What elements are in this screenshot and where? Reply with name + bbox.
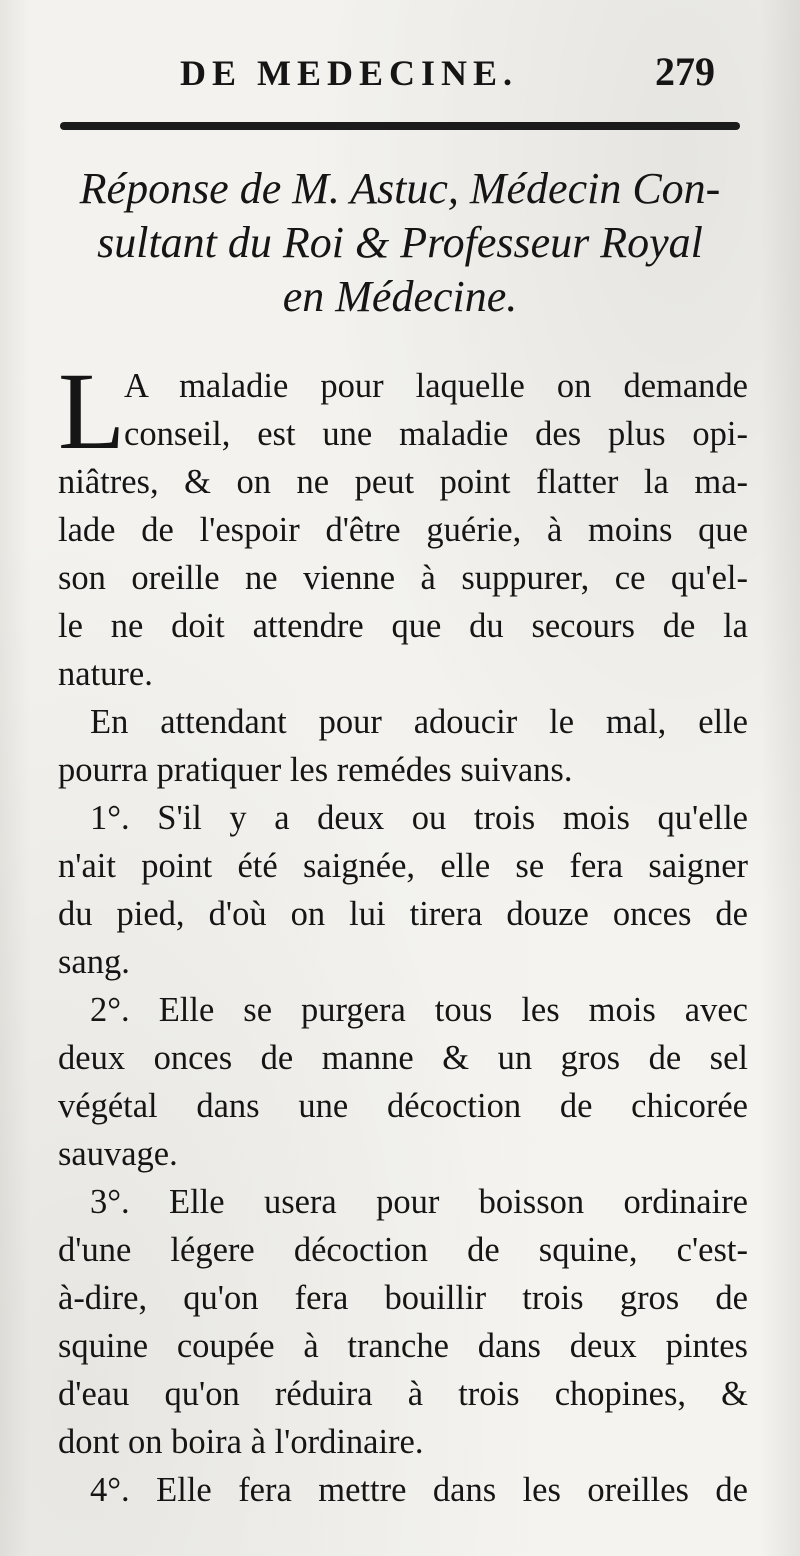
text-line: son oreille ne vienne à suppurer, ce qu'el-	[58, 559, 748, 597]
text-line: le ne doit attendre que du secours de la	[58, 607, 748, 645]
body-text	[58, 350, 748, 1514]
text-line: A maladie pour laquelle on demande	[124, 367, 748, 405]
text-line: sauvage.	[58, 1135, 178, 1173]
text-line: En attendant pour adoucir le mal, elle	[90, 703, 748, 741]
title-line: Réponse de M. Astuc, Médecin Con-	[79, 164, 721, 213]
text-line: du pied, d'où on lui tirera douze onces de	[58, 895, 748, 933]
section-title	[40, 162, 760, 324]
title-line: sultant du Roi & Professeur Royal	[97, 218, 703, 267]
text-line: conseil, est une maladie des plus opi-	[124, 415, 748, 453]
text-line: végétal dans une décoction de chicorée	[58, 1087, 748, 1125]
text-line: nature.	[58, 655, 153, 693]
text-line: n'ait point été saignée, elle se fera saigner	[58, 847, 748, 885]
text-line: 1°. S'il y a deux ou trois mois qu'elle	[90, 799, 748, 837]
text-line: lade de l'espoir d'être guérie, à moins que	[58, 511, 748, 549]
title-line: en Médecine.	[282, 272, 518, 321]
text-line: deux onces de manne & un gros de sel	[58, 1039, 748, 1077]
text-line: dont on boira à l'ordinaire.	[58, 1423, 424, 1461]
running-head: DE MEDECINE.	[180, 53, 519, 93]
text-line: squine coupée à tranche dans deux pintes	[58, 1327, 748, 1365]
text-line: pourra pratiquer les remédes suivans.	[58, 751, 573, 789]
text-line: sang.	[58, 943, 130, 981]
header-rule	[60, 122, 740, 130]
text-line: à-dire, qu'on fera bouillir trois gros de	[58, 1279, 748, 1317]
text-line: 2°. Elle se purgera tous les mois avec	[90, 991, 748, 1029]
text-line: niâtres, & on ne peut point flatter la ma-	[58, 463, 748, 501]
text-line: d'une légere décoction de squine, c'est-	[58, 1231, 748, 1269]
text-line: 3°. Elle usera pour boisson ordinaire	[90, 1183, 748, 1221]
page-number: 279	[655, 49, 715, 94]
text-line: d'eau qu'on réduira à trois chopines, &	[58, 1375, 748, 1413]
drop-cap: L	[58, 350, 126, 472]
text-line: 4°. Elle fera mettre dans les oreilles de	[90, 1471, 748, 1509]
